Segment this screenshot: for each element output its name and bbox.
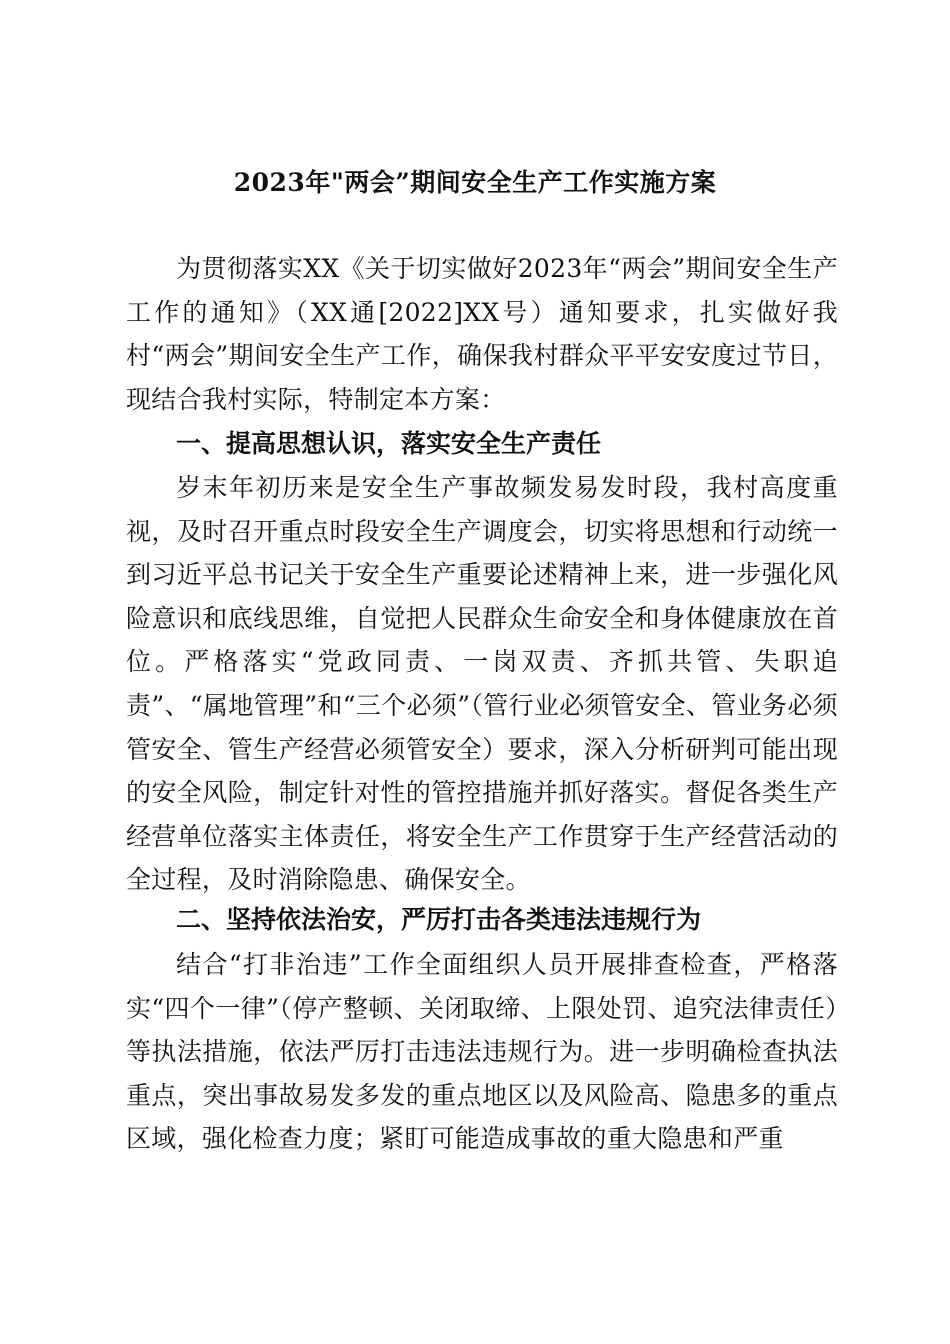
section-heading-1: 一、提高思想认识，落实安全生产责任 — [176, 429, 602, 458]
section-paragraph-2: 结合“打非治违”工作全面组织人员开展排查检查，严格落实“四个一律”（停产整顿、关闭取缔、上限处罚、追究法律责任）等执法措施，依法严厉打击违法违规行为。进一步明确检查执法重点，突出事故易发多发的重点地区以及风险高、隐患多的重点区域，强化检查力度；紧盯可能造成事故的重大隐患和严重 — [126, 950, 838, 1154]
intro-paragraph: 为贯彻落实XX《关于切实做好2023年“两会”期间安全生产工作的通知》（XX通[2022]XX号）通知要求，扎实做好我村“两会”期间安全生产工作，确保我村群众平平安安度过节日，现结合我村实际，特制定本方案： — [126, 254, 838, 414]
section-paragraph-1: 岁末年初历来是安全生产事故频发易发时段，我村高度重视，及时召开重点时段安全生产调度会，切实将思想和行动统一到习近平总书记关于安全生产重要论述精神上来，进一步强化风险意识和底线思维，自觉把人民群众生命安全和身体健康放在首位。严格落实“党政同责、一岗双责、齐抓共管、失职追责”、“属地管理”和“三个必须”（管行业必须管安全、管业务必须管安全、管生产经营必须管安全）要求，深入分析研判可能出现的安全风险，制定针对性的管控措施并抓好落实。督促各类生产经营单位落实主体责任，将安全生产工作贯穿于生产经营活动的全过程，及时消除隐患、确保安全。 — [126, 473, 838, 895]
document-title: 2023年"两会”期间安全生产工作实施方案 — [233, 168, 717, 197]
section-heading-2: 二、坚持依法治安，严厉打击各类违法违规行为 — [176, 905, 702, 934]
